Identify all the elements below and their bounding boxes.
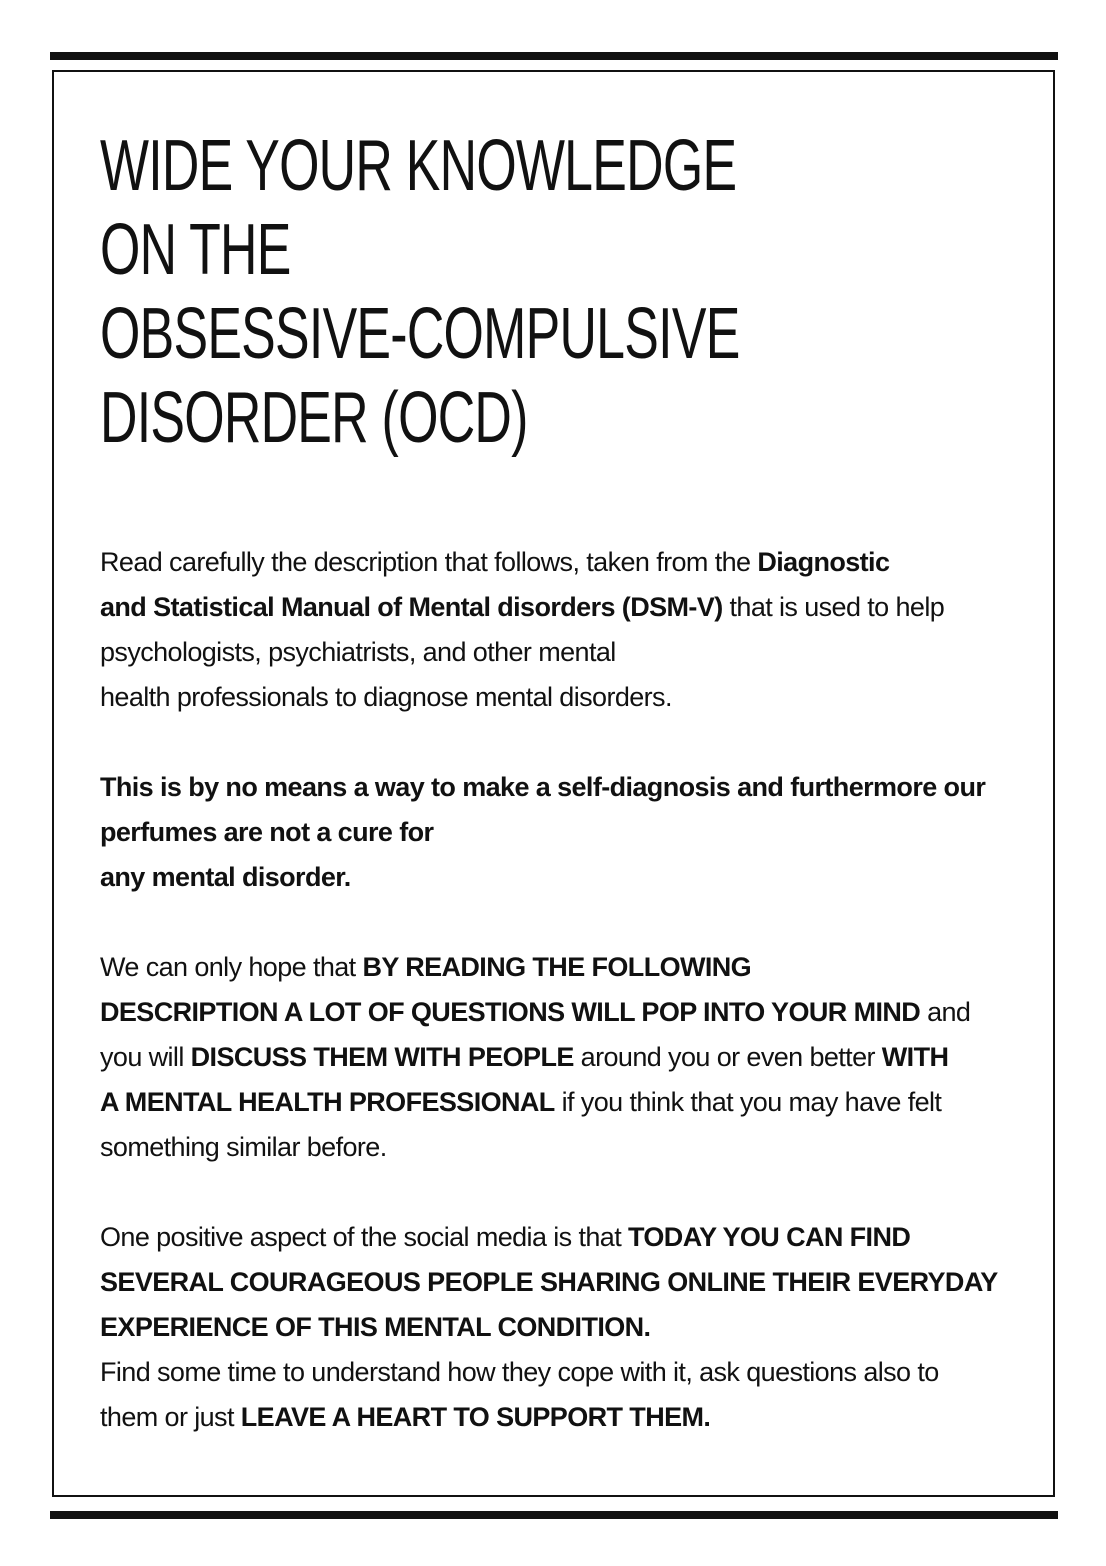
support-paragraph <box>100 1350 1000 1440</box>
support-emphasis: LEAVE A HEART TO SUPPORT THEM. <box>240 1402 711 1432</box>
hope-emphasis: DISCUSS THEM WITH PEOPLE <box>190 1042 574 1072</box>
disclaimer-line-2: perfumes are not a cure for <box>100 817 434 847</box>
hope-line-2 <box>100 990 1000 1035</box>
support-text: them or just <box>100 1402 241 1432</box>
title-line-2: ON THE <box>100 210 291 290</box>
social-emphasis: TODAY YOU CAN FIND <box>628 1222 911 1252</box>
intro-text: Read carefully the description that follows, taken from the <box>100 547 758 577</box>
title-line-1: WIDE YOUR KNOWLEDGE <box>100 126 737 206</box>
hope-text: if you think that you may have felt <box>554 1087 942 1117</box>
social-line-3: EXPERIENCE OF THIS MENTAL CONDITION. <box>100 1312 651 1342</box>
social-text: One positive aspect of the social media is that <box>100 1222 628 1252</box>
bottom-rule <box>50 1511 1058 1519</box>
hope-text: and <box>920 997 971 1027</box>
body-text <box>100 540 1000 1440</box>
page-title <box>100 124 740 460</box>
hope-line-5: something similar before. <box>100 1132 387 1162</box>
hope-emphasis: DESCRIPTION A LOT OF QUESTIONS WILL POP INTO YOUR MIND <box>100 997 921 1027</box>
social-line-2: SEVERAL COURAGEOUS PEOPLE SHARING ONLINE THEIR EVERYDAY <box>100 1267 998 1297</box>
disclaimer-line-3: any mental disorder. <box>100 862 351 892</box>
support-line-1: Find some time to understand how they cope with it, ask questions also to <box>100 1357 939 1387</box>
hope-line-3 <box>100 1035 1000 1080</box>
support-line-2 <box>100 1395 1000 1440</box>
intro-paragraph <box>100 540 1000 720</box>
hope-line-1 <box>100 945 1000 990</box>
hope-emphasis: WITH <box>881 1042 949 1072</box>
disclaimer-paragraph <box>100 765 1000 900</box>
top-rule <box>50 52 1058 60</box>
hope-text: you will <box>100 1042 191 1072</box>
intro-text: that is used to help <box>722 592 945 622</box>
intro-emphasis: Diagnostic <box>757 547 890 577</box>
intro-emphasis: and Statistical Manual of Mental disorders (DSM-V) <box>100 592 723 622</box>
title-line-4: DISORDER (OCD) <box>100 378 528 458</box>
hope-emphasis: A MENTAL HEALTH PROFESSIONAL <box>100 1087 555 1117</box>
intro-line-1 <box>100 540 1000 585</box>
hope-paragraph <box>100 945 1000 1170</box>
disclaimer-line-1: This is by no means a way to make a self-diagnosis and furthermore our <box>100 772 986 802</box>
hope-text: We can only hope that <box>100 952 363 982</box>
intro-line-4: health professionals to diagnose mental disorders. <box>100 682 672 712</box>
hope-text: around you or even better <box>573 1042 882 1072</box>
intro-line-3: psychologists, psychiatrists, and other mental <box>100 637 616 667</box>
hope-emphasis: BY READING THE FOLLOWING <box>362 952 752 982</box>
social-line-1 <box>100 1215 1000 1260</box>
social-media-paragraph <box>100 1215 1000 1350</box>
hope-line-4 <box>100 1080 1000 1125</box>
intro-line-2 <box>100 585 1000 630</box>
title-line-3: OBSESSIVE-COMPULSIVE <box>100 294 740 374</box>
